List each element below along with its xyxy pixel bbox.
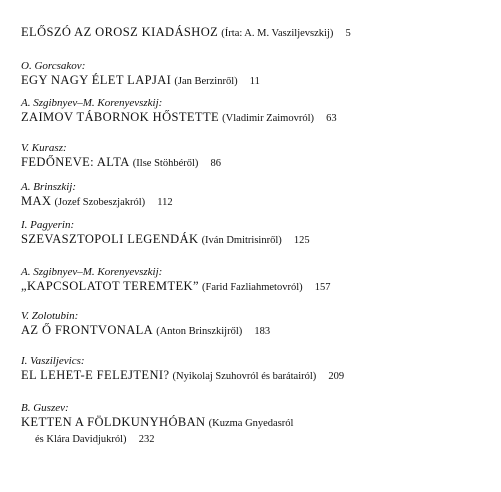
entry-subtitle: (Nyikolaj Szuhovról és barátairól) (172, 371, 317, 382)
entry-subtitle: (Ilse Stöhbéről) (132, 158, 199, 169)
entry-subtitle: (Kuzma Gnyedasról (208, 418, 294, 429)
entry-subtitle: (Jozef Szobeszjakról) (54, 197, 146, 208)
entry-subtitle: (Iván Dmitrisinről) (201, 235, 282, 246)
toc-entry (21, 97, 489, 142)
entry-author: O. Gorcsakov: (21, 60, 86, 72)
entry-title: ELŐSZÓ AZ OROSZ KIADÁSHOZ (21, 25, 219, 39)
toc-entry (21, 355, 489, 402)
entry-title: KETTEN A FÖLDKUNYHÓBAN (21, 415, 206, 429)
entry-subtitle: (Vladimir Zaimovról) (222, 113, 315, 124)
entry-author: A. Szgibnyev–M. Korenyevszkij: (21, 97, 163, 109)
toc-entry (21, 181, 489, 219)
entry-subtitle: (Anton Brinszkijről) (156, 326, 243, 337)
toc-entry (21, 219, 489, 266)
page-number: 63 (326, 113, 337, 124)
entry-title: FEDŐNEVE: ALTA (21, 155, 130, 169)
toc-entry-line (21, 73, 489, 89)
entry-title: MAX (21, 194, 52, 208)
toc-entry-line (21, 232, 489, 248)
page-number: 232 (138, 434, 155, 445)
toc-entry-line (21, 323, 489, 339)
entry-author: A. Brinszkij: (21, 181, 76, 193)
page-number: 86 (210, 158, 222, 169)
page-number: 5 (345, 28, 351, 39)
toc-entry-line (21, 368, 489, 384)
toc-entry (21, 142, 489, 181)
toc-entry-line (21, 110, 489, 126)
toc-entry-line (21, 194, 489, 210)
page-number: 157 (314, 282, 331, 293)
toc-entry-preface (21, 25, 489, 60)
page-number: 183 (254, 326, 271, 337)
entry-author: A. Szgibnyev–M. Korenyevszkij: (21, 266, 163, 278)
entry-author: V. Kurasz: (21, 142, 67, 154)
entry-title: „KAPCSOLATOT TEREMTEK” (21, 279, 199, 293)
toc-entry-line (21, 25, 489, 41)
entry-title: EL LEHET-E FELEJTENI? (21, 368, 170, 382)
page-number: 209 (328, 371, 345, 382)
entry-subtitle: (Jan Berzinről) (174, 76, 238, 87)
entry-title: SZEVASZTOPOLI LEGENDÁK (21, 232, 199, 246)
page-number: 112 (157, 197, 173, 208)
entry-subtitle: (Farid Fazliahmetovról) (202, 282, 303, 293)
toc-entry (21, 402, 489, 447)
entry-author: V. Zolotubin: (21, 310, 79, 322)
page-number: 11 (249, 76, 260, 87)
entry-subtitle-continued: és Klára Davidjukról) (35, 434, 127, 445)
toc-entry-line (21, 279, 489, 295)
entry-author: B. Guszev: (21, 402, 69, 414)
entry-title: ZAIMOV TÁBORNOK HŐSTETTE (21, 110, 220, 124)
toc-entry-line (21, 415, 489, 431)
toc-entry (21, 266, 489, 310)
toc-entry-continuation (21, 431, 489, 447)
toc-entry (21, 60, 489, 97)
toc-entry-line (21, 155, 489, 171)
entry-author: I. Vasziljevics: (21, 355, 85, 367)
table-of-contents (21, 21, 489, 447)
entry-title: AZ Ő FRONTVONALA (21, 323, 154, 337)
toc-entry (21, 310, 489, 355)
page-number: 125 (293, 235, 310, 246)
entry-author: I. Pagyerin: (21, 219, 75, 231)
entry-subtitle: (Írta: A. M. Vasziljevszkij) (221, 28, 334, 39)
entry-title: EGY NAGY ÉLET LAPJAI (21, 73, 172, 87)
